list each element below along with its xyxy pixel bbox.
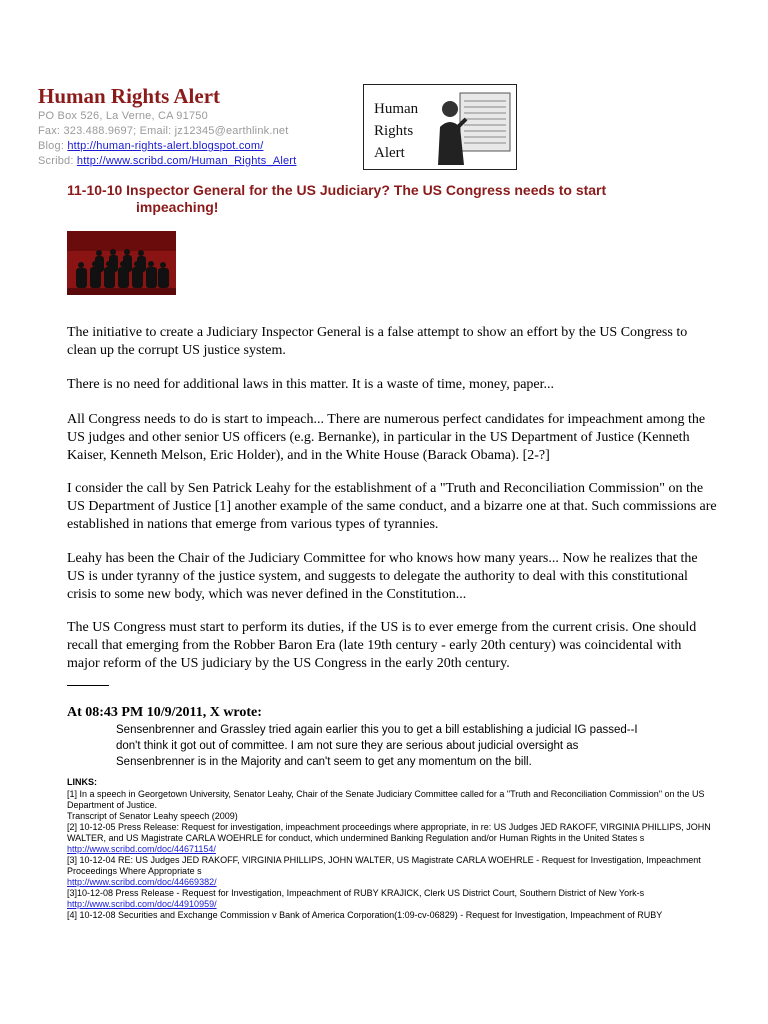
- blog-link[interactable]: http://human-rights-alert.blogspot.com/: [67, 140, 264, 152]
- address-line: PO Box 526, La Verne, CA 91750: [38, 110, 208, 122]
- link-item: [3] 10-12-04 RE: US Judges JED RAKOFF, VIRGINIA PHILLIPS, JOHN WALTER, US Magistrate CARLA WOEHRLE - Request for Investigation, Impeachment Proceedings Where Appropriate s: [67, 855, 701, 876]
- link-item: [2] 10-12-05 Press Release: Request for investigation, impeachment proceedings where appropriate, in re: US Judges JED RAKOFF, VIRGINIA PHILLIPS, JOHN WALTER, and US Magistrate CARLA WOEHRLE for conduct, which undermined Banking Regulation and/or Human Rights in the United States s: [67, 822, 711, 843]
- link-item: [3]10-12-08 Press Release - Request for Investigation, Impeachment of RUBY KRAJICK, Clerk US District Court, Southern District of New York-s: [67, 888, 645, 898]
- paragraph-6: The US Congress must start to perform its duties, if the US is to ever emerge from the current crisis. One should recall that emerging from the Robber Baron Era (late 19th century - early 20th century) was coincidental with major reform of the US judiciary by the US Congress in the early 20th century.: [67, 620, 697, 671]
- links-header: LINKS:: [67, 777, 97, 787]
- link-item: [4] 10-12-08 Securities and Exchange Commission v Bank of America Corporation(1:09-cv-06829) - Request for Investigation, Impeachment of RUBY: [67, 910, 663, 920]
- blog-line: [38, 140, 263, 152]
- quote-header: At 08:43 PM 10/9/2011, X wrote:: [67, 705, 262, 720]
- logo-text-line3: Alert: [374, 145, 405, 161]
- scribd-link[interactable]: http://www.scribd.com/Human_Rights_Alert: [76, 155, 297, 167]
- paragraph-5: Leahy has been the Chair of the Judiciary Committee for who knows how many years... Now he realizes that the US is under tyranny of the justice system, and suggests to delegate the authority to deal with this constitutional crisis to some new body, which was never defined in the Constitution...: [67, 551, 698, 602]
- page-title: [67, 182, 707, 216]
- paragraph-4: I consider the call by Sen Patrick Leahy for the establishment of a "Truth and Reconciliation Commission" on the US Department of Justice [1] another example of the same conduct, and a bizarre one at that. Such commissions are established in nations that emerge from various types of tyrannies.: [67, 481, 717, 532]
- scribd-line: [38, 155, 296, 167]
- logo-text-line2: Rights: [374, 123, 414, 139]
- link-url[interactable]: http://www.scribd.com/doc/44669382/: [67, 877, 217, 887]
- link-url[interactable]: http://www.scribd.com/doc/44671154/: [67, 844, 216, 854]
- quote-body: Sensenbrenner and Grassley tried again earlier this you to get a bill establishing a judicial IG passed--I don't think it got out of committee. I am not sure they are serious about judicial oversight as Sensenbrenner is in the Majority and can't seem to get any momentum on the bill.: [116, 724, 638, 768]
- fax-email-line: Fax: 323.488.9697; Email: jz12345@earthlink.net: [38, 125, 289, 137]
- logo-figure-illustration: [434, 89, 514, 165]
- logo-text-line1: Human: [374, 101, 419, 117]
- paragraph-3: All Congress needs to do is start to impeach... There are numerous perfect candidates for impeachment among the US judges and other senior US officers (e.g. Bernanke), in particular in the US Department of Justice (Kenneth Kaiser, Kenneth Melson, Eric Holder), and in the White House (Barack Obama). [2-?]: [67, 412, 706, 463]
- link-url[interactable]: http://www.scribd.com/doc/44910959/: [67, 899, 217, 909]
- scribd-label: Scribd:: [38, 155, 74, 167]
- logo: [363, 84, 517, 170]
- separator-rule: [67, 685, 109, 686]
- judges-group-image: [67, 231, 176, 295]
- paragraph-2: There is no need for additional laws in this matter. It is a waste of time, money, paper...: [67, 377, 555, 392]
- title-line2: impeaching!: [136, 199, 219, 215]
- judges-photo: [67, 231, 176, 295]
- link-item: [1] In a speech in Georgetown University, Senator Leahy, Chair of the Senate Judiciary Committee called for a "Truth and Reconciliation Commission" on the US Department of Justice.: [67, 789, 705, 810]
- title-line1: 11-10-10 Inspector General for the US Judiciary? The US Congress needs to start: [67, 182, 607, 198]
- link-item: Transcript of Senator Leahy speech (2009): [67, 811, 238, 821]
- links-list: [67, 789, 727, 921]
- paragraph-1: The initiative to create a Judiciary Inspector General is a false attempt to show an effort by the US Congress to clean up the corrupt US justice system.: [67, 325, 688, 358]
- org-name: Human Rights Alert: [38, 84, 221, 108]
- blog-label: Blog:: [38, 140, 65, 152]
